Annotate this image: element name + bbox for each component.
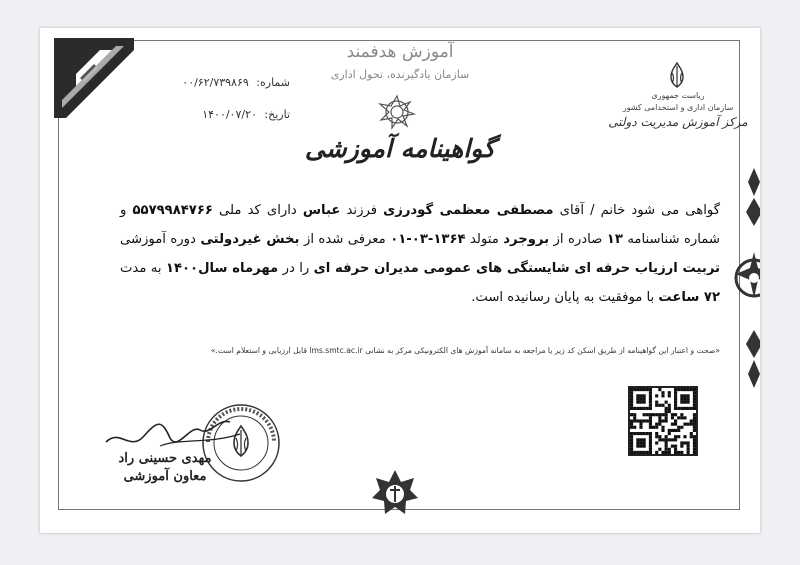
number-value: ۰۰/۶۲/۷۳۹۸۶۹	[182, 76, 249, 89]
certificate-page	[40, 28, 760, 533]
certificate-number	[120, 76, 290, 89]
issue-place: بروجرد	[503, 232, 550, 247]
body-text: به مدت	[120, 261, 166, 276]
issuing-organization	[608, 90, 748, 128]
course-hours: ۷۲ ساعت	[658, 290, 720, 305]
org-line1: ریاست جمهوری	[651, 91, 705, 100]
body-text: صادره از	[549, 232, 607, 247]
signer-block	[100, 450, 230, 486]
signer-name: مهدی حسینی راد	[118, 451, 212, 466]
course-period: مهرماه سال۱۴۰۰	[165, 261, 279, 276]
rosette-ornament-icon	[374, 92, 420, 132]
date-label: تاریخ:	[264, 108, 290, 121]
org-line2: سازمان اداری و استخدامی کشور	[622, 103, 734, 112]
body-text: را در	[278, 261, 314, 276]
certificate-title: گواهینامه آموزشی	[304, 134, 496, 163]
body-text: معرفی شده از	[299, 232, 391, 247]
bottom-seal-ornament-icon	[370, 468, 420, 518]
body-text: دوره آموزشی	[120, 232, 201, 247]
father-name: عباس	[302, 203, 341, 218]
verification-note: «صحت و اعتبار این گواهینامه از طریق اسکن کد زیر یا مراجعه به سامانه آموزش های الکترونیکی مرکز به نشانی lms.smtc.ac.ir قابل ارزیابی و استعلام است.»	[210, 346, 720, 355]
national-id: ۵۵۷۹۹۸۴۷۶۶	[132, 203, 213, 218]
date-value: ۱۴۰۰/۰۷/۲۰	[202, 108, 257, 121]
body-text: گواهی می شود خانم / آقای	[553, 203, 720, 218]
id-number: ۱۳	[606, 232, 623, 247]
number-label: شماره:	[256, 76, 290, 89]
iran-emblem-icon	[662, 60, 692, 90]
side-ornament-icon	[734, 168, 760, 388]
body-text: و شماره شناسنامه	[120, 203, 720, 247]
qr-code[interactable]	[628, 386, 698, 456]
recipient-name: مصطفی معظمی گودرزی	[383, 203, 554, 218]
body-text: با موفقیت به پایان رسانیده است.	[471, 290, 659, 305]
ministry-title: آموزش هدفمند	[346, 42, 454, 62]
body-text: دارای کد ملی	[212, 203, 303, 218]
org-subtitle: سازمان یادگیرنده، تحول اداری	[330, 68, 470, 81]
certificate-date	[120, 108, 290, 121]
org-line3: مرکز آموزش مدیریت دولتی	[608, 115, 748, 129]
course-name: تربیت ارزیاب حرفه ای شایستگی های عمومی مدیران حرفه ای	[313, 261, 720, 276]
sector: بخش غیردولتی	[200, 232, 300, 247]
birth-date: ۱۳۶۴-۰۳-۰۱	[390, 232, 466, 247]
body-text: متولد	[465, 232, 504, 247]
body-text: فرزند	[340, 203, 384, 218]
signer-title: معاون آموزشی	[123, 469, 207, 484]
certificate-body	[120, 196, 720, 312]
